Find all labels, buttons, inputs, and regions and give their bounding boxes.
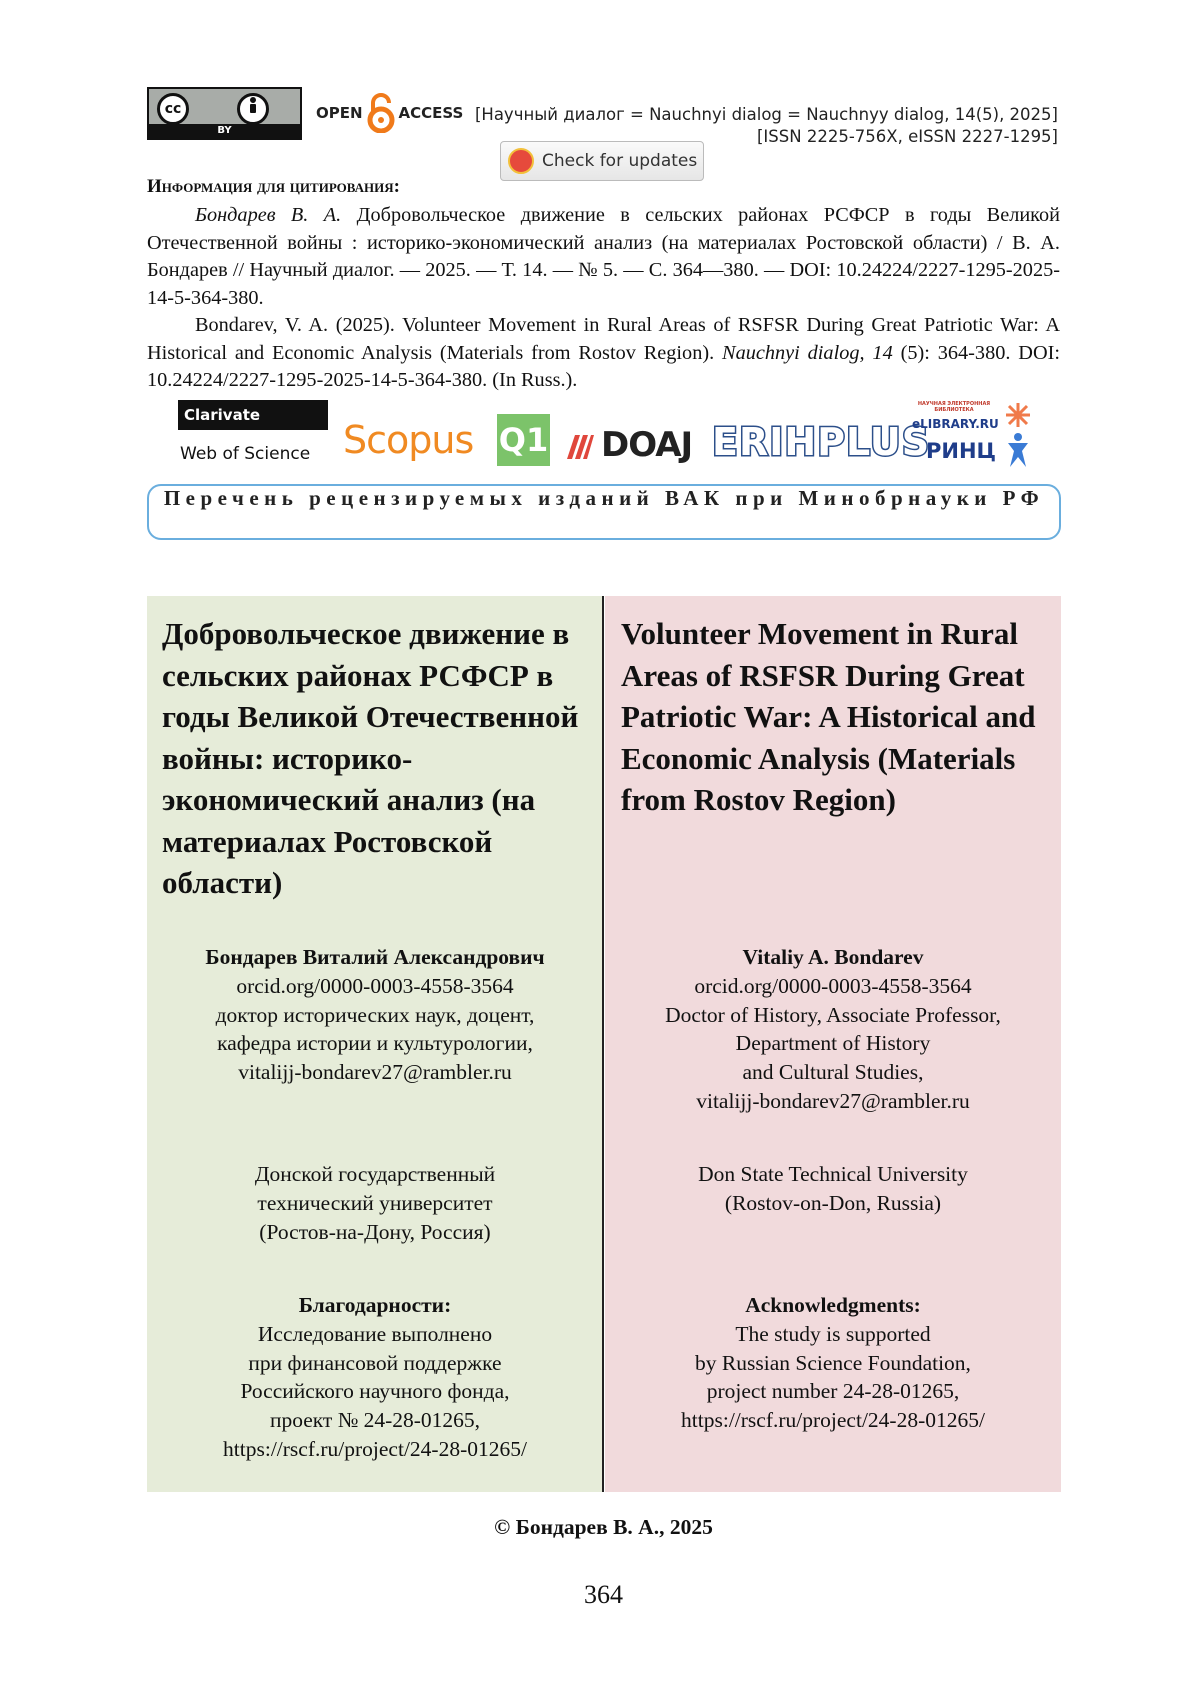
affiliation-ru-line: технический университет <box>147 1189 603 1218</box>
citation-en-text: Bondarev, V. A. (2025). Volunteer Movement in Rural Areas of RSFSR During Great Patriotic War: A Historical and Economic Analysis (Materials from Rostov Region). <box>147 314 1060 364</box>
ack-line-en: project number 24-28-01265, <box>605 1377 1061 1406</box>
acknowledgments-ru <box>147 1291 603 1464</box>
citation-heading: Информация для цитирования: <box>147 176 400 198</box>
ack-link-en[interactable]: https://rscf.ru/project/24-28-01265/ <box>605 1406 1061 1435</box>
author-name-ru: Бондарев Виталий Александрович <box>205 945 544 969</box>
ack-line-ru: Российского научного фонда, <box>147 1377 603 1406</box>
cc-by-license-badge[interactable] <box>147 87 302 140</box>
elibrary-small-label: НАУЧНАЯ ЭЛЕКТРОННАЯ БИБЛИОТЕКА <box>912 401 996 413</box>
affiliation-ru-location: (Ростов-на-Дону, Россия) <box>147 1218 603 1247</box>
rinc-label: РИНЦ <box>926 439 996 463</box>
open-lock-icon <box>367 93 395 133</box>
bookmark-icon <box>508 148 534 174</box>
citation-ru <box>147 202 1060 312</box>
ack-line-en: by Russian Science Foundation, <box>605 1349 1061 1378</box>
elibrary-label: eLIBRARY.RU <box>912 417 999 431</box>
article-title-ru: Добровольческое движение в сельских районах РСФСР в годы Великой Отечественной войны: историко-экономический анализ (на материалах Ростовской области) <box>162 613 592 904</box>
cc-icon: cc <box>157 93 189 125</box>
elibrary-person-icon <box>1004 401 1032 469</box>
ack-heading-en: Acknowledgments: <box>745 1293 921 1317</box>
erihplus-logo[interactable]: ERIHPLUS <box>712 420 930 464</box>
author-department-ru: кафедра истории и культурологии, <box>147 1029 603 1058</box>
affiliation-ru <box>147 1160 603 1246</box>
citation-ru-authors: Бондарев В. А. <box>195 204 341 226</box>
web-of-science-label: Web of Science <box>180 444 310 464</box>
doaj-label: DOAJ <box>601 425 692 465</box>
author-email-en[interactable]: vitalijj-bondarev27@rambler.ru <box>605 1087 1061 1116</box>
acknowledgments-en <box>605 1291 1061 1435</box>
doaj-logo[interactable] <box>565 425 692 465</box>
author-position-en: Doctor of History, Associate Professor, <box>605 1001 1061 1030</box>
open-access-logo <box>316 87 463 139</box>
orcid-link-ru[interactable]: orcid.org/0000-0003-4558-3564 <box>147 972 603 1001</box>
author-position-ru: доктор исторических наук, доцент, <box>147 1001 603 1030</box>
copyright-notice: © Бондарев В. А., 2025 <box>0 1515 1200 1540</box>
author-department-en: Department of History <box>605 1029 1061 1058</box>
open-access-left-text: OPEN <box>316 104 363 122</box>
clarivate-label: Clarivate <box>184 406 260 424</box>
open-access-right-text: ACCESS <box>399 104 464 122</box>
page-number: 364 <box>0 1580 1200 1610</box>
orcid-link-en[interactable]: orcid.org/0000-0003-4558-3564 <box>605 972 1061 1001</box>
author-email-ru[interactable]: vitalijj-bondarev27@rambler.ru <box>147 1058 603 1087</box>
article-title-en: Volunteer Movement in Rural Areas of RSFSR During Great Patriotic War: A Historical and Economic Analysis (Materials from Rostov Region) <box>621 613 1051 821</box>
affiliation-en <box>605 1160 1061 1218</box>
clarivate-logo[interactable] <box>178 400 328 430</box>
doaj-mark-icon <box>565 430 595 460</box>
journal-issn-line: [ISSN 2225-756X, eISSN 2227-1295] <box>475 126 1058 148</box>
elibrary-rinc-logo[interactable] <box>912 401 1032 469</box>
ack-link-ru[interactable]: https://rscf.ru/project/24-28-01265/ <box>147 1435 603 1464</box>
affiliation-en-line: Don State Technical University <box>605 1160 1061 1189</box>
affiliation-en-location: (Rostov-on-Don, Russia) <box>605 1189 1061 1218</box>
attribution-icon <box>237 93 269 125</box>
q1-badge: Q1 <box>497 414 550 466</box>
citation-en <box>147 312 1060 395</box>
check-for-updates-button[interactable] <box>500 141 704 181</box>
ack-line-ru: проект № 24-28-01265, <box>147 1406 603 1435</box>
journal-ref-line: [Научный диалог = Nauchnyi dialog = Nauchnyy dialog, 14(5), 2025] <box>475 104 1058 126</box>
scopus-logo[interactable]: Scopus <box>343 418 473 462</box>
author-name-en: Vitaliy A. Bondarev <box>743 945 924 969</box>
author-info-en <box>605 943 1061 1116</box>
citation-en-pages: (5): 364-380. DOI: 10.24224/2227-1295-2025-14-5-364-380. (In Russ.). <box>147 342 1060 392</box>
citation-ru-text: Добровольческое движение в сельских районах РСФСР в годы Великой Отечественной войны : историко-экономический анализ (на материалах Ростовской области) / В. А. Бондарев // Научный диалог. — 2025. — Т. 14. — № 5. — С. 364—380. — DOI: 10.24224/2227-1295-2025-14-5-364-380. <box>147 204 1060 309</box>
check-for-updates-label: Check for updates <box>542 151 697 171</box>
ack-heading-ru: Благодарности: <box>299 1293 451 1317</box>
author-info-ru <box>147 943 603 1087</box>
license-by-label: BY <box>149 124 300 138</box>
ack-line-ru: Исследование выполнено <box>147 1320 603 1349</box>
vak-banner: Перечень рецензируемых изданий ВАК при Минобрнауки РФ <box>147 484 1061 540</box>
ack-line-ru: при финансовой поддержке <box>147 1349 603 1378</box>
affiliation-ru-line: Донской государственный <box>147 1160 603 1189</box>
author-department-en-2: and Cultural Studies, <box>605 1058 1061 1087</box>
ack-line-en: The study is supported <box>605 1320 1061 1349</box>
citation-en-journal: Nauchnyi dialog, 14 <box>722 342 893 364</box>
